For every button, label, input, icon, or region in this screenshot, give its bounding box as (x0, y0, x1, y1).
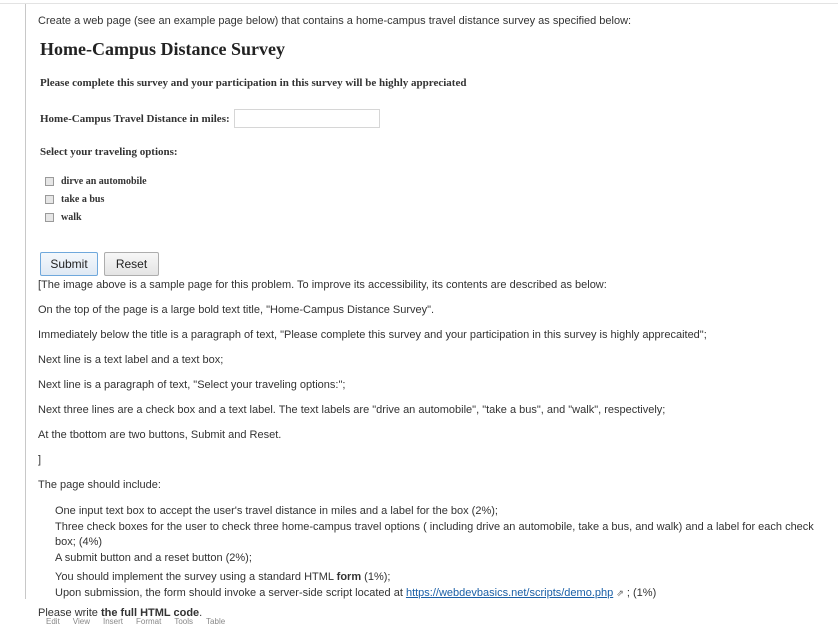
sample-page-image (38, 39, 828, 279)
requirements-list (55, 504, 828, 601)
sample-checkbox-icon (45, 177, 54, 186)
sample-option-walk (45, 212, 82, 223)
description-line: ] (38, 454, 42, 466)
accessibility-description (38, 279, 828, 467)
description-line: Next three lines are a check box and a text label. The text labels are "drive an automobile", "take a bus", and "walk", respectively; (38, 404, 666, 416)
requirement-item (55, 586, 828, 602)
top-divider (0, 3, 838, 4)
description-line: At the tbottom are two buttons, Submit and Reset. (38, 429, 282, 441)
sample-option-label: walk (61, 212, 82, 223)
sample-distance-row (40, 109, 380, 128)
sample-title: Home-Campus Distance Survey (40, 39, 285, 59)
sample-option-automobile (45, 176, 147, 187)
sample-paragraph: Please complete this survey and your participation in this survey will be highly appreciated (40, 77, 467, 89)
intro-text: Create a web page (see an example page below) that contains a home-campus travel distance survey as specified below: (38, 15, 632, 27)
question-content (38, 14, 828, 632)
sample-distance-textbox (234, 109, 380, 128)
closing-emphasis: the full HTML code (100, 607, 200, 619)
description-line: Next line is a paragraph of text, "Select your traveling options:"; (38, 379, 346, 391)
requirement-text: You should implement the survey using a standard HTML (55, 571, 337, 583)
requirement-emphasis: form (336, 571, 362, 583)
requirement-item: One input text box to accept the user's travel distance in miles and a label for the box (2%); (55, 505, 498, 517)
closing-text: Please write (38, 607, 101, 619)
sample-options-title: Select your traveling options: (40, 146, 178, 158)
menu-insert[interactable]: Insert (103, 617, 124, 626)
script-url-link[interactable]: https://webdevbasics.net/scripts/demo.php (405, 586, 614, 599)
sample-option-bus (45, 194, 104, 205)
requirement-text: ; (1%) (623, 586, 657, 599)
menu-view[interactable]: View (72, 617, 90, 626)
description-line: Immediately below the title is a paragraph of text, "Please complete this survey and your participation in this survey is highly apprecaited"; (38, 329, 707, 341)
sample-checkbox-icon (45, 195, 54, 204)
requirement-item (55, 570, 828, 586)
menu-format[interactable]: Format (136, 617, 162, 626)
sample-submit-button: Submit (40, 252, 98, 276)
requirement-item: Three check boxes for the user to check three home-campus travel options ( including drive an automobile, take a bus, and walk) and a label for each check box; (4%) (55, 520, 814, 548)
sample-distance-label: Home-Campus Travel Distance in miles: (40, 112, 230, 125)
menu-edit[interactable]: Edit (46, 617, 60, 626)
external-link-icon: ⇗ (616, 587, 624, 598)
requirements-heading: The page should include: (38, 479, 161, 491)
description-line: [The image above is a sample page for this problem. To improve its accessibility, its contents are described as below: (38, 279, 607, 291)
description-line: On the top of the page is a large bold text title, "Home-Campus Distance Survey". (38, 304, 435, 316)
menu-tools[interactable]: Tools (174, 617, 194, 626)
requirement-item: A submit button and a reset button (2%); (55, 551, 252, 564)
description-line: Next line is a text label and a text box; (38, 354, 224, 366)
requirement-text: (1%); (361, 571, 391, 583)
sample-reset-button: Reset (104, 252, 159, 276)
menu-table[interactable]: Table (206, 617, 226, 626)
sample-option-label: take a bus (61, 194, 105, 205)
sample-option-label: dirve an automobile (61, 176, 147, 187)
closing-text: . (199, 607, 203, 619)
requirement-text: Upon submission, the form should invoke a server-side script located at (55, 586, 406, 599)
sample-checkbox-icon (45, 213, 54, 222)
content-left-border (25, 4, 26, 599)
